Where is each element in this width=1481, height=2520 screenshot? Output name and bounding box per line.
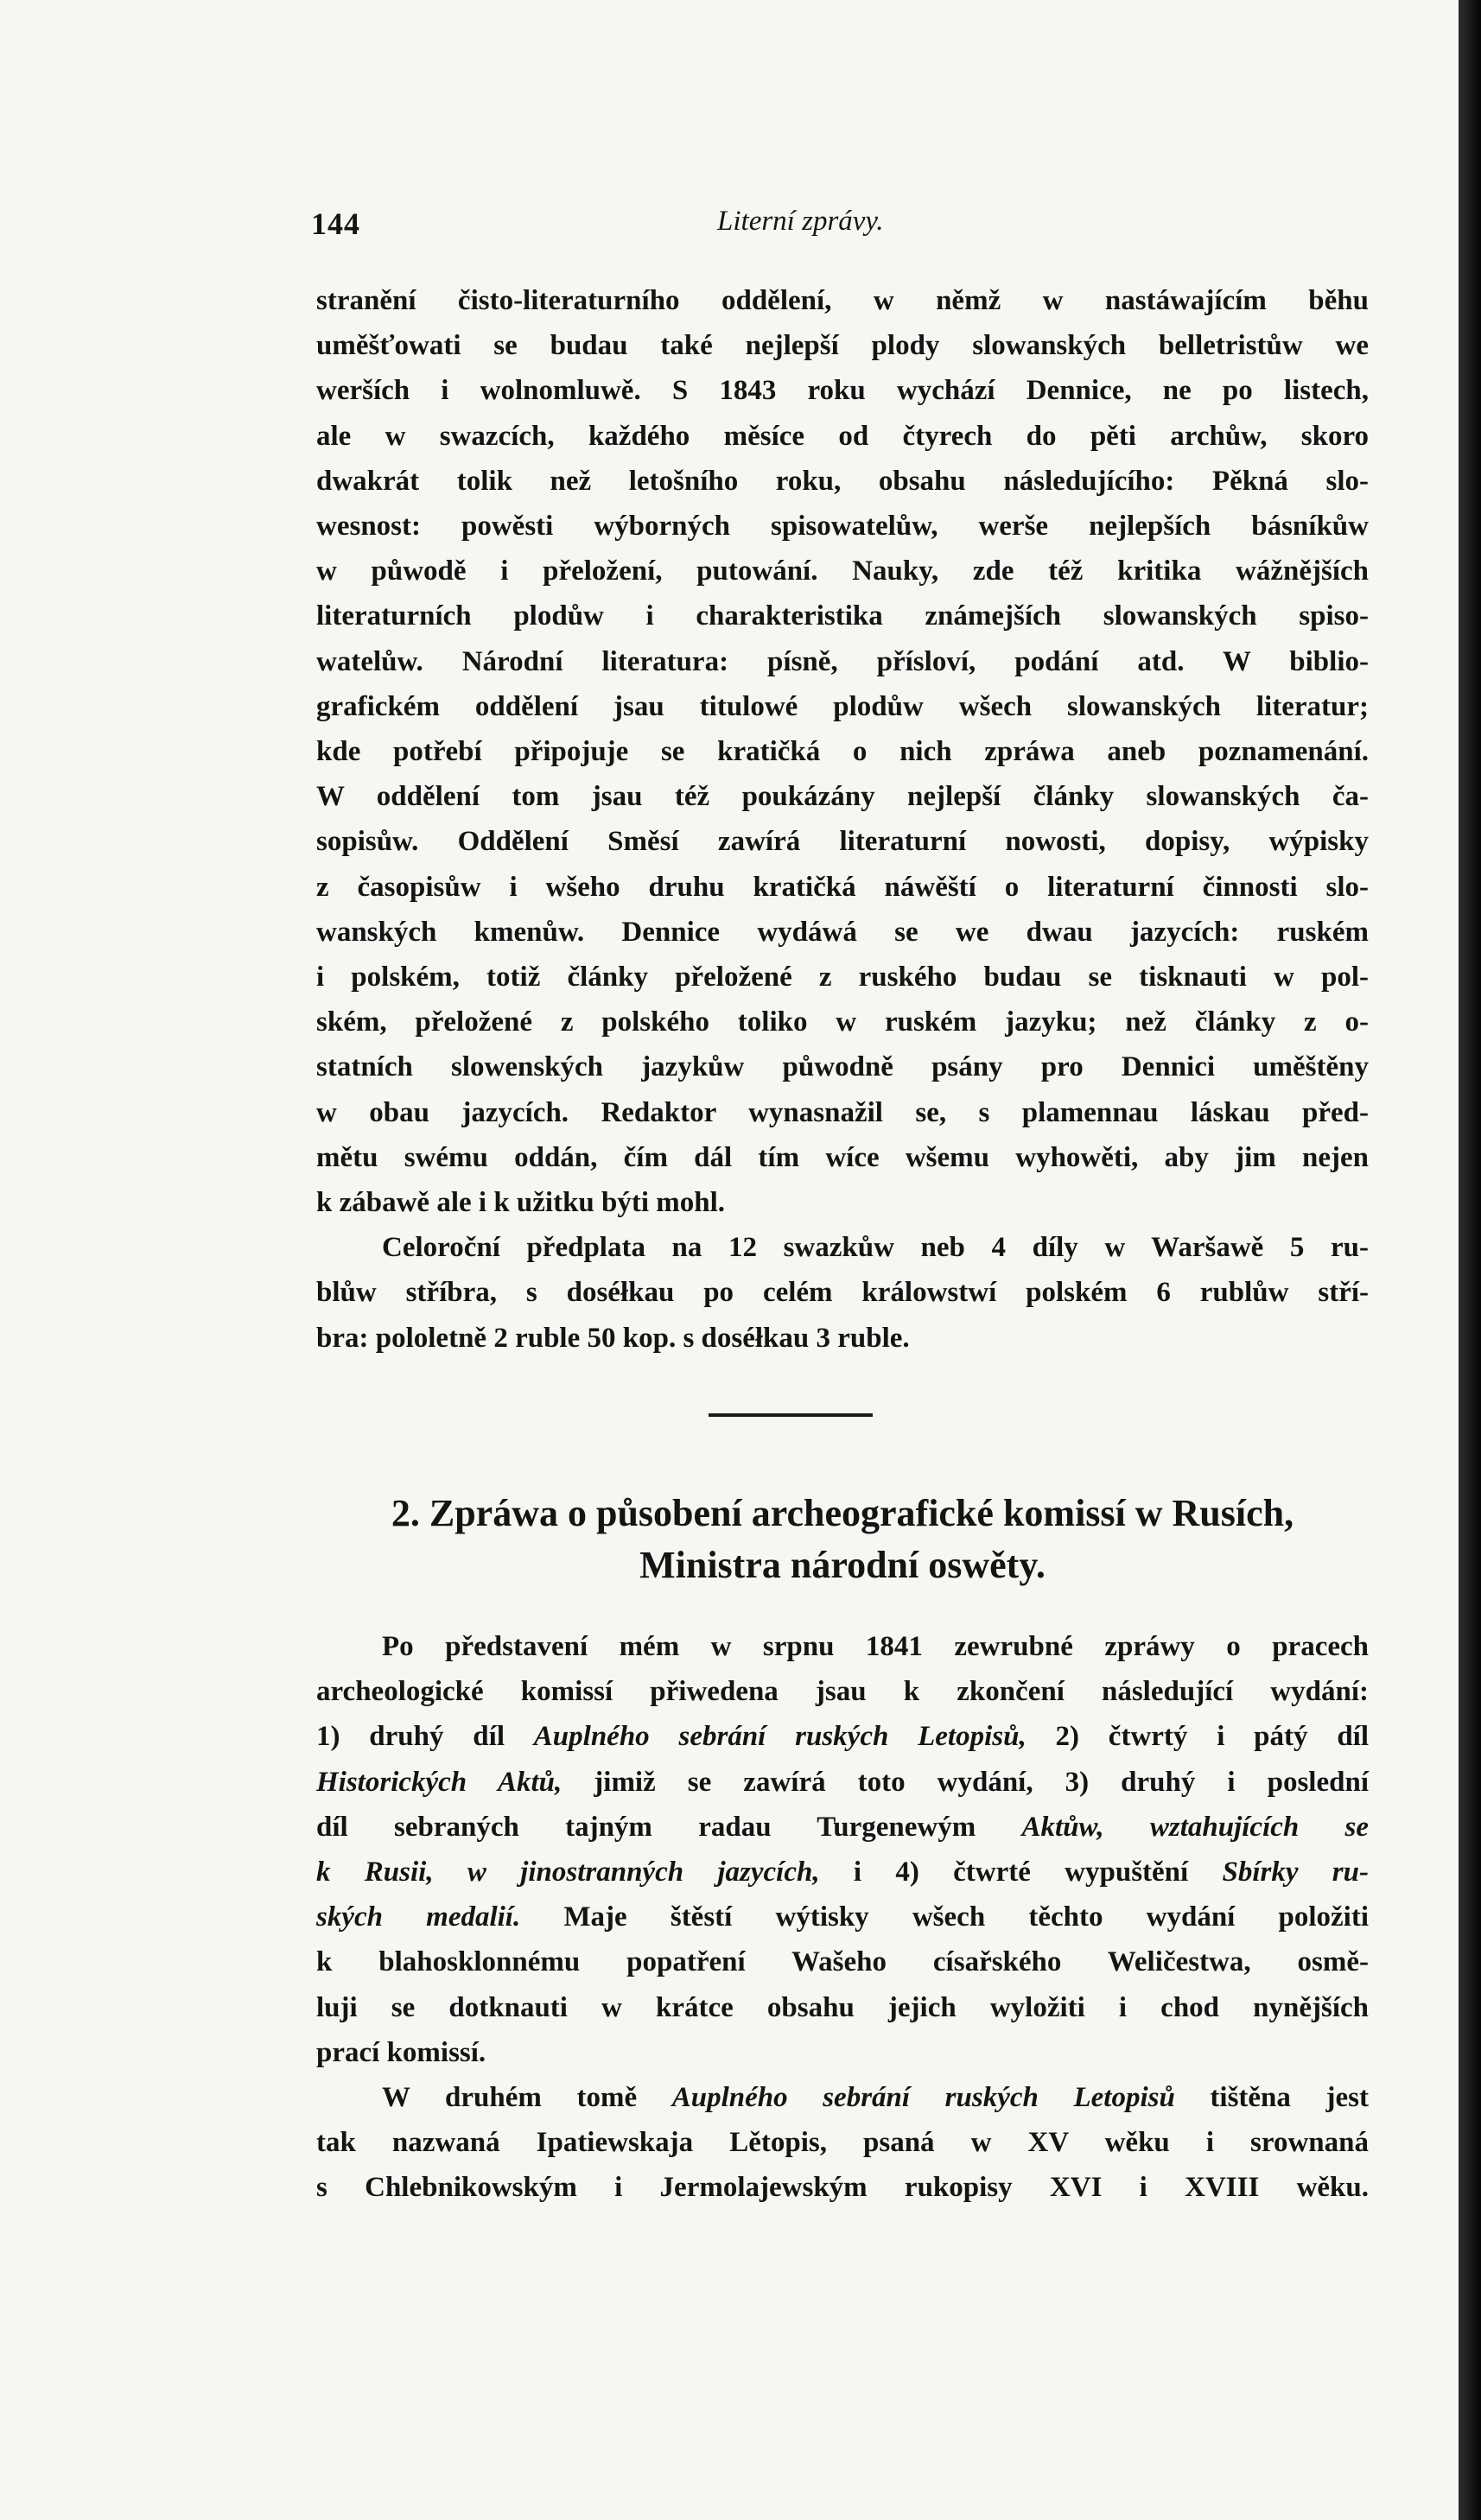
book-title: k Rusii, w jinostranných jazycích, xyxy=(316,1857,820,1888)
text-line: archeologické komissí přiwedena jsau k zkončení následující wydání: xyxy=(316,1676,1369,1708)
text-line: stranění čisto-literaturního oddělení, w němž w nastáwajícím běhu xyxy=(316,285,1369,316)
paragraph-second-volume xyxy=(316,2075,1369,2211)
text-line: tak nazwaná Ipatiewskaja Lětopis, psaná w XV wěku i srownaná xyxy=(316,2127,1369,2159)
text-line: sopisůw. Oddělení Směsí zawírá literaturní nowosti, dopisy, wýpisky xyxy=(316,826,1369,858)
text-run: jimiž se zawírá toto wydání, 3) druhý i poslední xyxy=(562,1766,1369,1798)
text-line: luji se dotknauti w krátce obsahu jejich wyložiti i chod nynějších xyxy=(316,1991,1369,2023)
text-line: grafickém oddělení jsau titulowé plodůw wšech slowanských literatur; xyxy=(316,690,1369,722)
text-line: blůw stříbra, s doséłkau po celém králowstwí polském 6 rublůw stří- xyxy=(316,1277,1369,1309)
text-line: watelůw. Národní literatura: písně, přísloví, podání atd. W biblio- xyxy=(316,645,1369,677)
section-heading xyxy=(316,1488,1369,1591)
text-line: prací komissí. xyxy=(316,2036,486,2068)
book-title: Auplného sebrání ruských Letopisů xyxy=(671,2082,1175,2114)
text-run: W druhém tomě xyxy=(382,2082,672,2114)
text-line: s Chlebnikowským i Jermolajewským rukopisy XVI i XVIII wěku. xyxy=(316,2172,1369,2204)
paragraph-subscription-price xyxy=(316,1225,1369,1361)
text-line: w půwodě i přeložení, putowání. Nauky, zde též kritika wážnějších xyxy=(316,555,1369,587)
text-line xyxy=(316,1760,1369,1805)
continuation-text xyxy=(316,278,1369,1361)
book-title: Historických Aktů, xyxy=(316,1766,563,1798)
page-number: 144 xyxy=(311,206,360,241)
text-line: uměšťowati se budau také nejlepší plody slowanských belletristůw we xyxy=(316,330,1369,362)
text-line: i polském, totiž články přeložené z ruského budau se tisknauti w pol- xyxy=(316,962,1369,993)
text-line: bra: pololetně 2 ruble 50 kop. s doséłkau 3 ruble. xyxy=(316,1322,910,1354)
text-run: Maje štěstí wýtisky wšech těchto wydání položiti xyxy=(520,1901,1370,1933)
text-line: W oddělení tom jsau též poukázány nejlepší články slowanských ča- xyxy=(316,781,1369,813)
text-run: i 4) čtwrté wypuštění xyxy=(819,1857,1223,1888)
text-run: díl sebraných tajným radau Turgenewým xyxy=(316,1811,1022,1843)
paragraph-report-intro xyxy=(316,1624,1369,2075)
text-run: 2) čtwrtý i pátý díl xyxy=(1026,1721,1370,1753)
text-line: wesnost: powěsti wýborných spisowatelůw, werše nejlepších básníkůw xyxy=(316,511,1369,543)
text-line: Celoroční předplata na 12 swazkůw neb 4 díly w Waršawě 5 ru- xyxy=(382,1232,1369,1264)
running-title: Literní zprávy. xyxy=(717,206,884,237)
text-line: dwakrát tolik než letošního roku, obsahu následujícího: Pěkná slo- xyxy=(316,465,1369,497)
text-line: w obau jazycích. Redaktor wynasnažil se, s plamennau láskau před- xyxy=(316,1096,1369,1128)
text-line: statních slowenských jazykůw půwodně psány pro Dennici uměštěny xyxy=(316,1051,1369,1083)
text-line: wanských kmenůw. Dennice wydáwá se we dwau jazycích: ruském xyxy=(316,916,1369,948)
text-line xyxy=(316,1895,1369,1939)
text-line: ském, přeložené z polského toliko w ruském jazyku; než články z o- xyxy=(316,1006,1369,1038)
text-line: k blahosklonnému popatření Wašeho císařského Weličestwa, osmě- xyxy=(316,1946,1369,1978)
heading-line: 2. Zpráwa o působení archeografické komissí w Rusích, xyxy=(391,1492,1294,1534)
book-title: Sbírky ru- xyxy=(1222,1857,1369,1888)
text-line: Po představení mém w srpnu 1841 zewrubné zpráwy o pracech xyxy=(382,1631,1369,1662)
book-title: Aktůw, wztahujících se xyxy=(1021,1811,1370,1843)
text-line xyxy=(316,1714,1369,1759)
text-line: z časopisůw i wšeho druhu kratičká náwěští o literaturní činnosti slo- xyxy=(316,871,1369,903)
heading-line: Ministra národní oswěty. xyxy=(639,1544,1046,1586)
text-line xyxy=(316,1850,1369,1895)
page-header xyxy=(0,206,1459,249)
section-divider xyxy=(709,1413,873,1417)
text-line: k zábawě ale i k užitku býti mohl. xyxy=(316,1187,726,1219)
paragraph-dennice-contents xyxy=(316,278,1369,1225)
text-line: kde potřebí připojuje se kratičká o nich zpráwa aneb poznamenání. xyxy=(316,736,1369,768)
text-run: 1) druhý díl xyxy=(316,1721,534,1753)
book-title: Auplného sebrání ruských Letopisů, xyxy=(533,1721,1027,1753)
page-edge-shadow xyxy=(1461,0,1481,2520)
book-title: ských medalií. xyxy=(316,1901,521,1933)
text-line: literaturních plodůw i charakteristika známejších slowanských spiso- xyxy=(316,600,1369,632)
text-line xyxy=(316,2075,1369,2120)
text-line: ale w swazcích, každého měsíce od čtyrech do pěti archůw, skoro xyxy=(316,420,1369,452)
text-line: werších i wolnomluwě. S 1843 roku wychází Dennice, ne po listech, xyxy=(316,375,1369,407)
text-run: tištěna jest xyxy=(1174,2082,1369,2114)
text-line: mětu swému oddán, čím dál tím wíce wšemu wyhowěti, aby jim nejen xyxy=(316,1141,1369,1173)
text-line xyxy=(316,1805,1369,1850)
section-body xyxy=(316,1624,1369,2211)
